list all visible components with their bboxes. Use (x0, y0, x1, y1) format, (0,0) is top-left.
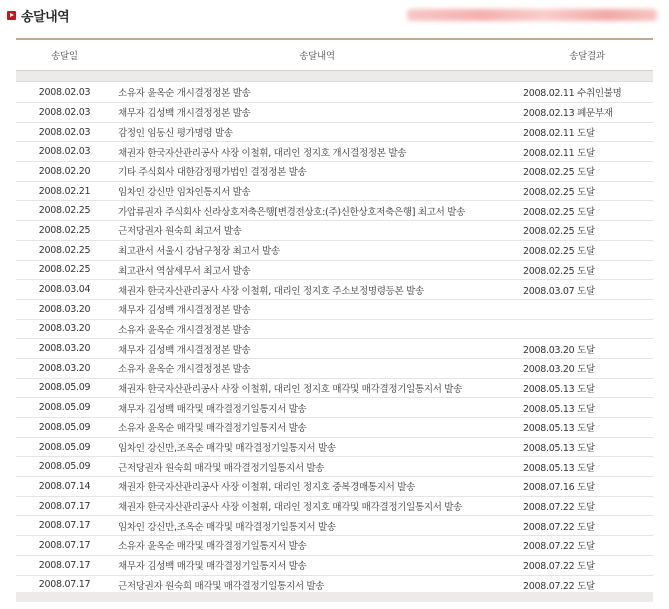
cell-date: 2008.05.09 (16, 457, 113, 477)
cell-result (521, 319, 653, 339)
cell-date: 2008.02.03 (16, 103, 113, 123)
footer-band (16, 592, 653, 602)
cell-result: 2008.02.25 도달 (521, 221, 653, 241)
cell-date: 2008.05.09 (16, 418, 113, 438)
cell-result: 2008.02.25 도달 (521, 181, 653, 201)
cell-date: 2008.02.03 (16, 122, 113, 142)
cell-result: 2008.07.22 도달 (521, 496, 653, 516)
cell-content: 소유자 윤옥순 개시결정정본 발송 (113, 82, 521, 103)
cell-result: 2008.05.13 도달 (521, 378, 653, 398)
section-header (0, 0, 669, 34)
table-row (16, 516, 653, 536)
table-row (16, 240, 653, 260)
cell-content: 소유자 윤옥순 매각및 매각결정기일통지서 발송 (113, 418, 521, 438)
cell-date: 2008.03.20 (16, 358, 113, 378)
cell-content: 채무자 김성백 개시결정정본 발송 (113, 299, 521, 319)
cell-result: 2008.07.16 도달 (521, 477, 653, 497)
column-header-result: 송달결과 (521, 39, 653, 71)
table-row (16, 260, 653, 280)
table-header-row (16, 39, 653, 71)
cell-result: 2008.05.13 도달 (521, 437, 653, 457)
delivery-table-container (16, 38, 653, 595)
table-row (16, 142, 653, 162)
cell-content: 임차인 강신만 임차인통지서 발송 (113, 181, 521, 201)
cell-result: 2008.02.25 도달 (521, 162, 653, 182)
cell-date: 2008.03.20 (16, 299, 113, 319)
cell-result: 2008.02.25 도달 (521, 240, 653, 260)
cell-date: 2008.02.25 (16, 240, 113, 260)
cell-content: 임차인 강신만,조옥순 매각및 매각결정기일통지서 발송 (113, 437, 521, 457)
cell-content: 최고관서 역삼세무서 최고서 발송 (113, 260, 521, 280)
cell-content: 소유자 윤옥순 개시결정정본 발송 (113, 319, 521, 339)
cell-date: 2008.02.25 (16, 221, 113, 241)
cell-result: 2008.03.20 도달 (521, 358, 653, 378)
table-row (16, 457, 653, 477)
cell-content: 감정인 임동신 평가명령 발송 (113, 122, 521, 142)
table-row (16, 82, 653, 103)
cell-result: 2008.02.13 폐문부재 (521, 103, 653, 123)
table-row (16, 378, 653, 398)
table-row (16, 221, 653, 241)
cell-result: 2008.07.22 도달 (521, 555, 653, 575)
table-row (16, 299, 653, 319)
table-row (16, 162, 653, 182)
cell-result: 2008.07.22 도달 (521, 575, 653, 595)
cell-content: 기타 주식회사 대한감정평가법인 결정정본 발송 (113, 162, 521, 182)
table-row (16, 418, 653, 438)
table-row (16, 496, 653, 516)
cell-content: 소유자 윤옥순 개시결정정본 발송 (113, 358, 521, 378)
cell-result: 2008.02.25 도달 (521, 201, 653, 221)
cell-result: 2008.07.22 도달 (521, 536, 653, 556)
cell-content: 근저당권자 원숙희 매각및 매각결정기일통지서 발송 (113, 457, 521, 477)
cell-result: 2008.03.07 도달 (521, 280, 653, 300)
cell-content: 소유자 윤옥순 매각및 매각결정기일통지서 발송 (113, 536, 521, 556)
table-row (16, 358, 653, 378)
cell-content: 근저당권자 원숙희 최고서 발송 (113, 221, 521, 241)
cell-content: 채무자 김성백 개시결정정본 발송 (113, 103, 521, 123)
table-row (16, 536, 653, 556)
header-band-cell (16, 71, 653, 82)
cell-content: 근저당권자 원숙희 매각및 매각결정기일통지서 발송 (113, 575, 521, 595)
cell-date: 2008.07.17 (16, 516, 113, 536)
cell-date: 2008.02.25 (16, 260, 113, 280)
table-row (16, 319, 653, 339)
cell-result: 2008.03.20 도달 (521, 339, 653, 359)
cell-date: 2008.03.04 (16, 280, 113, 300)
cell-content: 채무자 김성백 매각및 매각결정기일통지서 발송 (113, 555, 521, 575)
cell-result: 2008.02.11 수취인불명 (521, 82, 653, 103)
table-row (16, 555, 653, 575)
table-row (16, 103, 653, 123)
cell-content: 채무자 김성백 개시결정정본 발송 (113, 339, 521, 359)
cell-date: 2008.03.20 (16, 339, 113, 359)
cell-content: 임차인 강신만,조옥순 매각및 매각결정기일통지서 발송 (113, 516, 521, 536)
cell-result: 2008.05.13 도달 (521, 457, 653, 477)
cell-content: 채권자 한국자산관리공사 사장 이철휘, 대리인 정지호 주소보정명령등본 발송 (113, 280, 521, 300)
header-band (16, 71, 653, 82)
cell-content: 채권자 한국자산관리공사 사장 이철휘, 대리인 정지호 매각및 매각결정기일통지서 발송 (113, 378, 521, 398)
table-row (16, 280, 653, 300)
cell-date: 2008.02.03 (16, 82, 113, 103)
cell-date: 2008.07.14 (16, 477, 113, 497)
cell-date: 2008.07.17 (16, 575, 113, 595)
cell-content: 채권자 한국자산관리공사 사장 이철휘, 대리인 정지호 개시결정정본 발송 (113, 142, 521, 162)
cell-date: 2008.03.20 (16, 319, 113, 339)
table-row (16, 437, 653, 457)
cell-content: 가압류권자 주식회사 신라상호저축은행[변경전상호:(주)신한상호저축은행] 최고서 발송 (113, 201, 521, 221)
page-title: 송달내역 (21, 10, 70, 25)
arrow-bullet-icon (7, 11, 16, 20)
cell-date: 2008.07.17 (16, 536, 113, 556)
cell-date: 2008.07.17 (16, 496, 113, 516)
table-row (16, 122, 653, 142)
cell-content: 채권자 한국자산관리공사 사장 이철휘, 대리인 정지호 중복경매통지서 발송 (113, 477, 521, 497)
cell-result: 2008.05.13 도달 (521, 398, 653, 418)
cell-date: 2008.02.03 (16, 142, 113, 162)
cell-date: 2008.02.25 (16, 201, 113, 221)
cell-date: 2008.05.09 (16, 437, 113, 457)
cell-content: 최고관서 서울시 강남구청장 최고서 발송 (113, 240, 521, 260)
blurred-case-info (407, 9, 657, 21)
cell-date: 2008.07.17 (16, 555, 113, 575)
table-row (16, 477, 653, 497)
delivery-table (16, 38, 653, 595)
cell-date: 2008.05.09 (16, 378, 113, 398)
cell-result (521, 299, 653, 319)
cell-result: 2008.05.13 도달 (521, 418, 653, 438)
cell-date: 2008.02.20 (16, 162, 113, 182)
table-row (16, 201, 653, 221)
cell-content: 채권자 한국자산관리공사 사장 이철휘, 대리인 정지호 매각및 매각결정기일통지서 발송 (113, 496, 521, 516)
cell-result: 2008.02.11 도달 (521, 142, 653, 162)
table-body (16, 82, 653, 595)
cell-date: 2008.02.21 (16, 181, 113, 201)
cell-result: 2008.02.11 도달 (521, 122, 653, 142)
table-row (16, 339, 653, 359)
table-row (16, 181, 653, 201)
column-header-date: 송달일 (16, 39, 113, 71)
table-row (16, 398, 653, 418)
cell-content: 채무자 김성백 매각및 매각결정기일통지서 발송 (113, 398, 521, 418)
column-header-content: 송달내역 (113, 39, 521, 71)
cell-result: 2008.07.22 도달 (521, 516, 653, 536)
cell-result: 2008.02.25 도달 (521, 260, 653, 280)
cell-date: 2008.05.09 (16, 398, 113, 418)
